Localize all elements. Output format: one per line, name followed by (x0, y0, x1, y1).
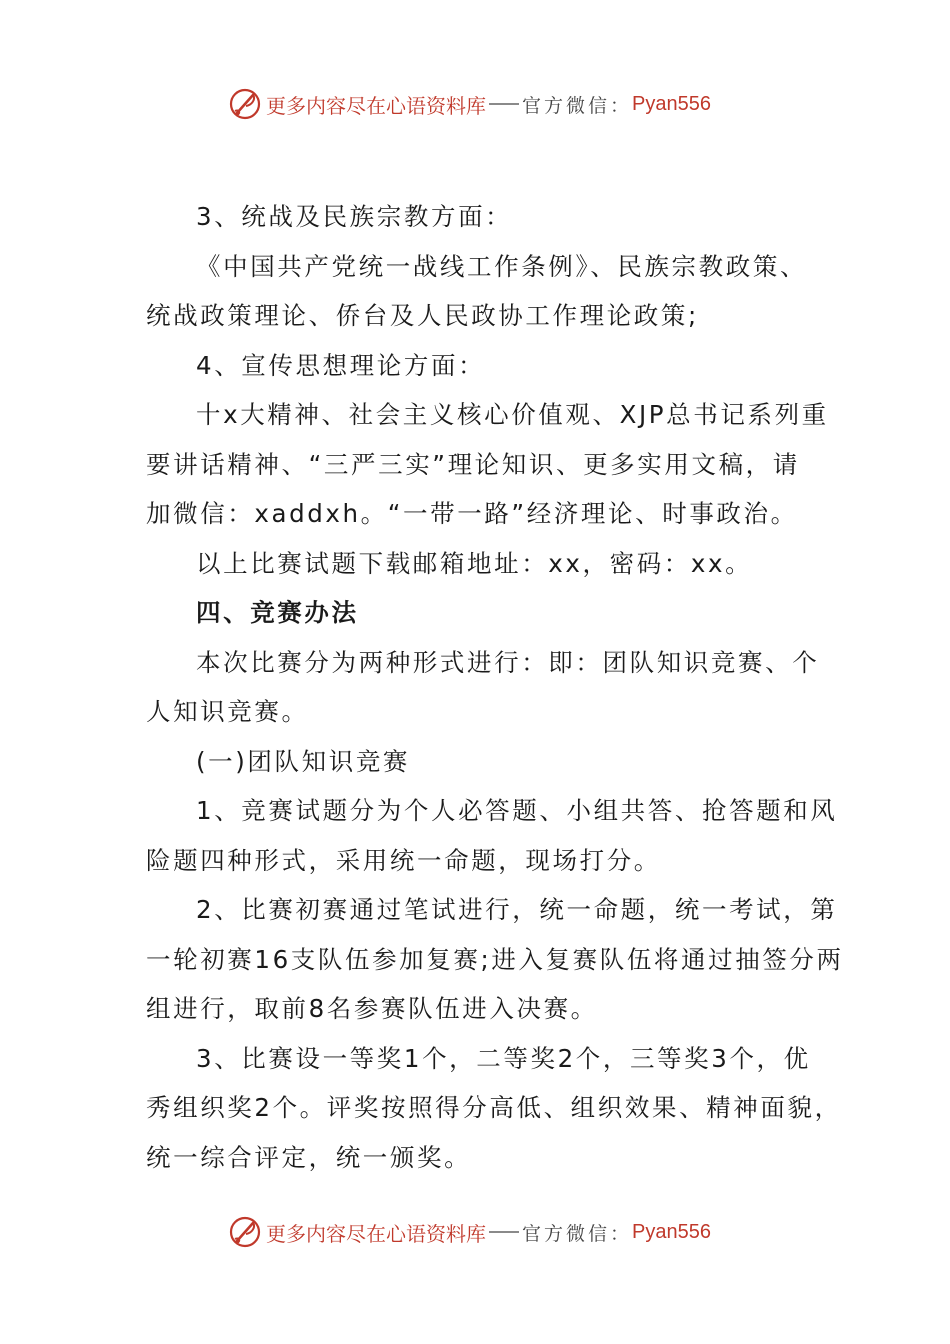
separator-dash (489, 103, 519, 105)
footer-watermark (228, 1212, 711, 1252)
header-watermark (228, 84, 711, 124)
paragraph-line: 以上比赛试题下载邮箱地址：xx，密码：xx。 (196, 548, 753, 578)
paragraph-line: 统一综合评定，统一颁奖。 (146, 1142, 472, 1172)
paragraph-line: 3、比赛设一等奖1个，二等奖2个，三等奖3个，优 (196, 1043, 811, 1073)
paragraph-line: 秀组织奖2个。评奖按照得分高低、组织效果、精神面貌， (146, 1093, 842, 1122)
paragraph-line: 险题四种形式，采用统一命题，现场打分。 (146, 845, 661, 875)
paragraph-line: 本次比赛分为两种形式进行：即：团队知识竞赛、个 (196, 647, 820, 677)
separator-dash (489, 1231, 519, 1233)
paragraph-line: 统战政策理论、侨台及人民政协工作理论政策; (146, 301, 699, 330)
official-label: 官方微信： (522, 1222, 633, 1245)
brand-text: 更多内容尽在心语资料库 (266, 1221, 486, 1246)
brand-text: 更多内容尽在心语资料库 (266, 93, 486, 118)
paragraph-line: 2、比赛初赛通过笔试进行，统一命题，统一考试，第 (196, 895, 838, 924)
section-heading-propaganda: 4、宣传思想理论方面： (196, 350, 486, 380)
quill-pen-icon (228, 87, 262, 121)
paragraph-line: 要讲话精神、“三严三实”理论知识、更多实用文稿，请 (146, 449, 800, 479)
subsection-heading-team: (一)团队知识竞赛 (196, 746, 411, 776)
paragraph-line: 1、竞赛试题分为个人必答题、小组共答、抢答题和风 (196, 796, 838, 825)
quill-pen-icon (228, 1215, 262, 1249)
paragraph-line: 《中国共产党统一战线工作条例》、民族宗教政策、 (196, 251, 808, 281)
paragraph-line: 十x大精神、社会主义核心价值观、XJP总书记系列重 (196, 400, 829, 429)
paragraph-line: 人知识竞赛。 (146, 697, 309, 726)
paragraph-line: 组进行，取前8名参赛队伍进入决赛。 (146, 994, 598, 1023)
official-label: 官方微信： (522, 94, 633, 117)
section-heading-united-front: 3、统战及民族宗教方面： (196, 202, 513, 231)
document-body (146, 192, 844, 1182)
wechat-id: Pyan556 (632, 1220, 711, 1243)
wechat-id: Pyan556 (632, 92, 711, 115)
paragraph-line: 一轮初赛16支队伍参加复赛;进入复赛队伍将通过抽签分两 (146, 944, 844, 974)
paragraph-line: 加微信：xaddxh。“一带一路”经济理论、时事政治。 (146, 499, 798, 528)
section-heading-competition-method: 四、竞赛办法 (196, 598, 359, 627)
